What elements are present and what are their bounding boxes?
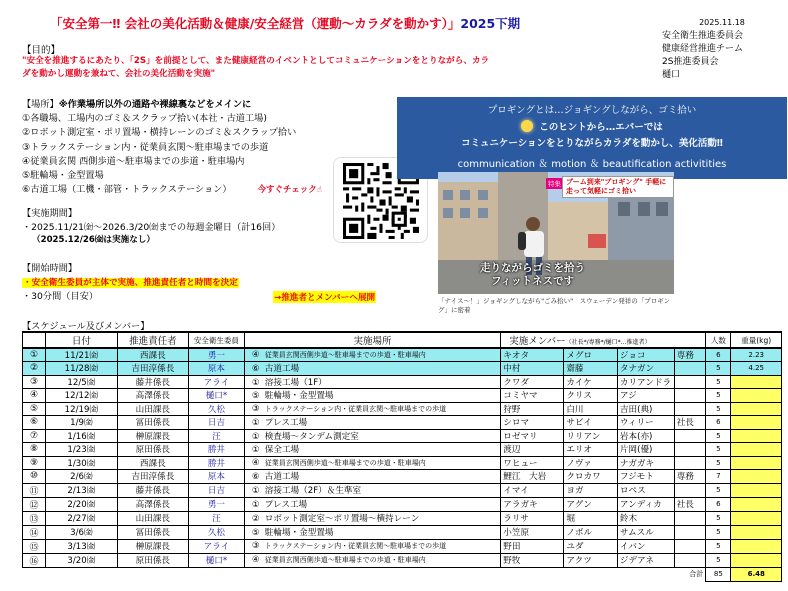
row-member: 白川: [564, 402, 618, 416]
table-row: [23, 539, 782, 553]
row-place: [244, 416, 500, 430]
row-place: [244, 443, 500, 457]
place-number: ①: [251, 377, 260, 388]
row-member: [674, 456, 706, 470]
row-weight: [731, 375, 782, 389]
table-row: [23, 443, 782, 457]
total-weight: 6.48: [731, 567, 782, 581]
row-member: イバン: [617, 539, 674, 553]
header-leader: 推進責任者: [117, 332, 188, 348]
schedule-table: [22, 331, 782, 582]
row-leader: 原田係長: [117, 443, 188, 457]
row-place: [244, 402, 500, 416]
table-row: [23, 375, 782, 389]
row-place: [244, 553, 500, 567]
row-weight: [731, 389, 782, 403]
row-date: 1/30㈮: [46, 456, 117, 470]
row-member: アジ: [617, 389, 674, 403]
table-row: [23, 362, 782, 376]
row-date: 2/6㈮: [46, 470, 117, 484]
row-member: 鯉江 大岩: [501, 470, 564, 484]
photo-credit: 「ナイス〜！」ジョギングしながら"ごみ拾い" スウェーデン発祥の「プロギング」に密着: [438, 297, 671, 314]
place-number: ④: [251, 350, 260, 360]
place-number: ①: [251, 445, 260, 456]
table-row: [23, 348, 782, 362]
row-member: クワダ: [501, 375, 564, 389]
row-committee-member: 日吉: [189, 416, 245, 430]
row-leader: 藤井係長: [117, 375, 188, 389]
row-count: 5: [706, 539, 731, 553]
period-label: 【実施期間】: [22, 208, 78, 219]
header-count: 人数: [706, 332, 731, 348]
place-number: ⑥: [251, 364, 260, 375]
row-date: 3/13㈮: [46, 539, 117, 553]
row-weight: [731, 402, 782, 416]
row-count: 5: [706, 483, 731, 497]
row-date: 1/23㈮: [46, 443, 117, 457]
row-weight: [731, 553, 782, 567]
photo-tag: ブーム到来"プロギング" 手軽に走って気軽にゴミ拾い: [562, 176, 674, 198]
row-number: ⑦: [23, 429, 46, 443]
row-leader: 吉田淳係長: [117, 362, 188, 376]
place-text: トラックステーション内・従業員玄関〜駐車場までの歩道: [264, 404, 447, 413]
row-member: アグン: [564, 497, 618, 511]
row-number: ⑯: [23, 553, 46, 567]
row-committee-member: アライ: [189, 375, 245, 389]
table-row: [23, 525, 782, 539]
row-count: 6: [706, 497, 731, 511]
row-member: ノヴァ: [564, 456, 618, 470]
row-member: ワヒュー: [501, 456, 564, 470]
row-member: サビイ: [564, 416, 618, 430]
header-committee: 安全衛生委員: [189, 332, 245, 348]
row-leader: 榊原課長: [117, 539, 188, 553]
row-date: 12/12㈮: [46, 389, 117, 403]
row-date: 12/19㈮: [46, 402, 117, 416]
total-row: [23, 567, 782, 581]
row-place: [244, 497, 500, 511]
row-weight: [731, 483, 782, 497]
row-member: キオタ: [501, 348, 564, 362]
row-committee-member: アライ: [189, 539, 245, 553]
org-line: 2S推進委員会: [662, 57, 719, 67]
row-leader: 榊原課長: [117, 429, 188, 443]
row-committee-member: 原本: [189, 470, 245, 484]
row-member: アクツ: [564, 553, 618, 567]
row-count: 5: [706, 389, 731, 403]
photo-caption-text: 走りながらゴミを拾う フィットネスです: [480, 262, 585, 287]
row-place: [244, 389, 500, 403]
row-place: [244, 456, 500, 470]
row-date: 11/21㈮: [46, 348, 117, 362]
row-member: 専務: [674, 348, 706, 362]
place-number: ④: [251, 555, 260, 565]
row-member: タナガン: [617, 362, 674, 376]
row-weight: [731, 470, 782, 484]
row-leader: 高澤係長: [117, 389, 188, 403]
row-member: ノボル: [564, 525, 618, 539]
header-members-sub: （社長*/専務*/樋口*…推進者）: [565, 339, 651, 346]
row-committee-member: 勝井: [189, 443, 245, 457]
photo-tag-small: 特集: [548, 180, 561, 188]
purpose-text: "安全を推進するにあたり、「2S」を前提として、また健康経営のイベントとしてコミュニケーションをとりながら、カラダを動かし運動を兼ねて、会社の美化活動を実施": [22, 56, 490, 79]
start-section: [22, 262, 239, 304]
table-row: [23, 553, 782, 567]
row-weight: 4.25: [731, 362, 782, 376]
prologging-banner: [397, 97, 787, 179]
row-member: イマイ: [501, 483, 564, 497]
row-member: 野田: [501, 539, 564, 553]
row-count: 5: [706, 429, 731, 443]
place-text: ロボット測定室〜ポリ置場〜横持レーン: [264, 514, 420, 524]
org-line: 樋口: [662, 70, 681, 80]
schedule-body: [23, 348, 782, 581]
purpose-label: 【目的】: [22, 45, 61, 56]
row-weight: [731, 443, 782, 457]
table-row: [23, 429, 782, 443]
row-count: 5: [706, 525, 731, 539]
place-number: ①: [251, 500, 260, 510]
table-row: [23, 389, 782, 403]
row-count: 6: [706, 416, 731, 430]
row-member: 渡辺: [501, 443, 564, 457]
header-date: 日付: [46, 332, 117, 348]
header-no: [23, 332, 46, 348]
place-text: 古道工場: [264, 364, 300, 375]
banner-line-1: プロギングとは…ジョギングしながら、ゴミ拾い: [487, 105, 697, 116]
row-member: 狩野: [501, 402, 564, 416]
period-note: （2025.12/26㈮は実施なし）: [32, 235, 155, 245]
row-leader: 冨田係長: [117, 416, 188, 430]
start-item-duration: ・30分間（目安）: [22, 291, 99, 302]
row-member: クリス: [564, 389, 618, 403]
page-title: [50, 14, 650, 32]
place-number: ⑤: [251, 391, 260, 402]
row-place: [244, 511, 500, 525]
check-now-link[interactable]: 今すぐチェック☝: [257, 185, 322, 196]
row-place: [244, 470, 500, 484]
place-item: ②ロボット測定室・ポリ置場・横持レーンのゴミ＆スクラップ拾い: [22, 127, 297, 139]
total-label: 合計: [689, 570, 704, 579]
org-line: 健康経営推進チーム: [662, 44, 744, 54]
row-number: ④: [23, 389, 46, 403]
expand-note: →推進者とメンバーへ展開: [274, 293, 376, 303]
row-place: [244, 375, 500, 389]
row-leader: 藤井係長: [117, 483, 188, 497]
place-item: ④従業員玄関 西側歩道〜駐車場までの歩道・駐車場内: [22, 155, 245, 167]
place-text: 従業員玄関西側歩道〜駐車場までの歩道・駐車場内: [264, 351, 426, 359]
row-member: 社長: [674, 416, 706, 430]
place-number: ⑤: [251, 528, 260, 538]
row-number: ⑭: [23, 525, 46, 539]
row-place: [244, 483, 500, 497]
row-member: 鈴木: [617, 511, 674, 525]
row-count: 5: [706, 443, 731, 457]
row-member: コミヤマ: [501, 389, 564, 403]
row-member: ユダ: [564, 539, 618, 553]
place-text: 検査場〜タンデム測定室: [264, 431, 359, 442]
row-count: 5: [706, 553, 731, 567]
row-member: 小笠原: [501, 525, 564, 539]
row-member: アラガキ: [501, 497, 564, 511]
row-member: [674, 525, 706, 539]
places-label: 【場所】: [22, 99, 59, 110]
place-item: ①各職場、工場内のゴミ＆スクラップ拾い(本社・古道工場): [22, 113, 267, 125]
row-leader: 西課長: [117, 348, 188, 362]
row-place: [244, 539, 500, 553]
row-member: ナガガキ: [617, 456, 674, 470]
row-place: [244, 348, 500, 362]
row-place: [244, 525, 500, 539]
row-member: ジデアネ: [617, 553, 674, 567]
row-member: カリアンドラ: [617, 375, 674, 389]
banner-line-3: コミュニケーションをとりながらカラダを動かし、美化活動‼: [461, 138, 723, 149]
place-text: 従業員玄関西側歩道〜駐車場までの歩道・駐車場内: [264, 556, 426, 564]
plogging-photo: [438, 172, 674, 294]
row-number: ⑧: [23, 443, 46, 457]
row-number: ①: [23, 348, 46, 362]
row-member: リリアン: [564, 429, 618, 443]
banner-line-2: このヒントから…エバーでは: [539, 122, 663, 133]
banner-line-4: communication ＆ motion ＆ beautification activitities: [457, 159, 727, 170]
row-count: 5: [706, 456, 731, 470]
row-committee-member: 久松: [189, 402, 245, 416]
row-count: 5: [706, 375, 731, 389]
row-place: [244, 429, 500, 443]
row-leader: 冨田係長: [117, 525, 188, 539]
row-member: フジモト: [617, 470, 674, 484]
row-place: [244, 362, 500, 376]
place-number: ①: [251, 486, 260, 496]
row-number: ⑪: [23, 483, 46, 497]
schedule-header-row: [23, 332, 782, 348]
row-number: ②: [23, 362, 46, 376]
row-count: 5: [706, 511, 731, 525]
row-member: 野牧: [501, 553, 564, 567]
row-number: ⑫: [23, 497, 46, 511]
row-weight: [731, 539, 782, 553]
row-member: ヨガ: [564, 483, 618, 497]
place-number: ②: [251, 514, 260, 524]
place-text: 古道工場: [264, 472, 300, 483]
row-member: メグロ: [564, 348, 618, 362]
header-members: [501, 332, 706, 348]
row-member: クロカワ: [564, 470, 618, 484]
row-member: ジョコ: [617, 348, 674, 362]
row-count: 5: [706, 362, 731, 376]
row-member: カイケ: [564, 375, 618, 389]
row-number: ⑮: [23, 539, 46, 553]
row-member: [674, 553, 706, 567]
row-member: [674, 429, 706, 443]
start-item-highlight: ・安全衛生委員が主体で実施、推進責任者と時間を決定: [23, 278, 238, 288]
row-member: [674, 443, 706, 457]
row-member: サムスル: [617, 525, 674, 539]
row-number: ⑤: [23, 402, 46, 416]
place-number: ①: [251, 431, 260, 442]
table-row: [23, 511, 782, 525]
row-weight: [731, 429, 782, 443]
place-text: プレス工場: [264, 418, 308, 429]
place-text: 駐輪場・金型置場: [264, 528, 334, 538]
row-leader: 原田係長: [117, 553, 188, 567]
table-row: [23, 483, 782, 497]
period-text: ・2025.11/21㈮〜2026.3/20㈮までの毎週金曜日（計16回）: [22, 221, 281, 233]
lightbulb-icon: [521, 120, 533, 132]
issue-date: 2025.11.18: [699, 18, 745, 27]
place-text: 溶接工場（1F）: [264, 377, 327, 388]
title-year: 2025下期: [460, 16, 521, 31]
place-text: 溶接工場（2F）＆生準室: [264, 486, 362, 496]
row-member: 堀: [564, 511, 618, 525]
table-row: [23, 470, 782, 484]
row-date: 1/9㈮: [46, 416, 117, 430]
row-weight: [731, 525, 782, 539]
row-date: 3/20㈮: [46, 553, 117, 567]
organization-block: [662, 16, 782, 82]
row-member: [674, 483, 706, 497]
row-member: [674, 375, 706, 389]
row-leader: 山田課長: [117, 511, 188, 525]
row-leader: 西課長: [117, 456, 188, 470]
row-committee-member: 勝井: [189, 456, 245, 470]
row-weight: [731, 511, 782, 525]
row-member: 専務: [674, 470, 706, 484]
row-member: アンディカ: [617, 497, 674, 511]
period-section: [22, 207, 280, 248]
table-row: [23, 416, 782, 430]
place-text: 駐輪場・金型置場: [264, 391, 334, 402]
row-member: ラリサ: [501, 511, 564, 525]
row-committee-member: 汪: [189, 429, 245, 443]
total-count: 85: [706, 567, 731, 581]
row-weight: [731, 456, 782, 470]
row-member: シロマ: [501, 416, 564, 430]
title-text: 「安全第一‼ 会社の美化活動＆健康/安全経営（運動〜カラダを動かす）」: [50, 16, 461, 31]
row-leader: 高澤係長: [117, 497, 188, 511]
row-member: [674, 389, 706, 403]
places-note: ※作業場所以外の通路や裸線裏などをメインに: [58, 99, 252, 110]
row-date: 11/28㈮: [46, 362, 117, 376]
row-committee-member: 勇一: [189, 497, 245, 511]
row-number: ⑨: [23, 456, 46, 470]
place-text: プレス工場: [264, 500, 308, 510]
photo-caption: [480, 262, 585, 288]
row-committee-member: 樋口*: [189, 553, 245, 567]
row-member: [674, 402, 706, 416]
row-member: ロペス: [617, 483, 674, 497]
table-row: [23, 402, 782, 416]
row-member: [674, 539, 706, 553]
row-date: 1/16㈮: [46, 429, 117, 443]
row-member: [674, 511, 706, 525]
place-number: ③: [251, 541, 260, 551]
row-member: 岩本(亦): [617, 429, 674, 443]
row-date: 12/5㈮: [46, 375, 117, 389]
header-weight: 重量(kg): [731, 332, 782, 348]
org-line: 安全衛生推進委員会: [662, 31, 744, 41]
row-committee-member: 勇一: [189, 348, 245, 362]
row-committee-member: 汪: [189, 511, 245, 525]
row-member: [674, 362, 706, 376]
row-weight: [731, 497, 782, 511]
header-members-label: 実施メンバー: [509, 336, 566, 347]
row-date: 3/6㈮: [46, 525, 117, 539]
row-date: 2/13㈮: [46, 483, 117, 497]
row-leader: 吉田淳係長: [117, 470, 188, 484]
place-text: 保全工場: [264, 445, 300, 456]
row-number: ⑩: [23, 470, 46, 484]
row-committee-member: 原本: [189, 362, 245, 376]
row-member: ロゼマリ: [501, 429, 564, 443]
schedule-label: 【スケジュール及びメンバー】: [22, 321, 150, 332]
place-number: ③: [251, 403, 260, 414]
row-number: ③: [23, 375, 46, 389]
row-count: 5: [706, 402, 731, 416]
row-number: ⑥: [23, 416, 46, 430]
row-count: 6: [706, 348, 731, 362]
place-number: ⑥: [251, 472, 260, 483]
row-committee-member: 樋口*: [189, 389, 245, 403]
row-leader: 山田課長: [117, 402, 188, 416]
row-member: 中村: [501, 362, 564, 376]
row-count: 7: [706, 470, 731, 484]
place-item: ③トラックステーション内・従業員玄関〜駐車場までの歩道: [22, 141, 269, 153]
place-text: 従業員玄関西側歩道〜駐車場までの歩道・駐車場内: [264, 458, 426, 467]
row-member: 吉田(典): [617, 402, 674, 416]
place-item: ⑥古道工場（工機・部管・トラックステーション）: [22, 184, 232, 196]
row-date: 2/27㈮: [46, 511, 117, 525]
row-member: 社長: [674, 497, 706, 511]
row-weight: [731, 416, 782, 430]
place-text: トラックステーション内・従業員玄関〜駐車場までの歩道: [264, 542, 447, 550]
row-member: 片岡(優): [617, 443, 674, 457]
start-label: 【開始時間】: [22, 263, 78, 274]
places-section: [22, 98, 322, 197]
row-date: 2/20㈮: [46, 497, 117, 511]
place-item: ⑤駐輪場・金型置場: [22, 170, 104, 182]
row-committee-member: 日吉: [189, 483, 245, 497]
table-row: [23, 456, 782, 470]
row-member: 齋藤: [564, 362, 618, 376]
row-member: ウィリー: [617, 416, 674, 430]
row-number: ⑬: [23, 511, 46, 525]
place-number: ④: [251, 457, 260, 468]
table-row: [23, 497, 782, 511]
header-place: 実施場所: [244, 332, 500, 348]
row-weight: 2.23: [731, 348, 782, 362]
row-committee-member: 久松: [189, 525, 245, 539]
row-member: エリオ: [564, 443, 618, 457]
place-number: ①: [251, 418, 260, 429]
